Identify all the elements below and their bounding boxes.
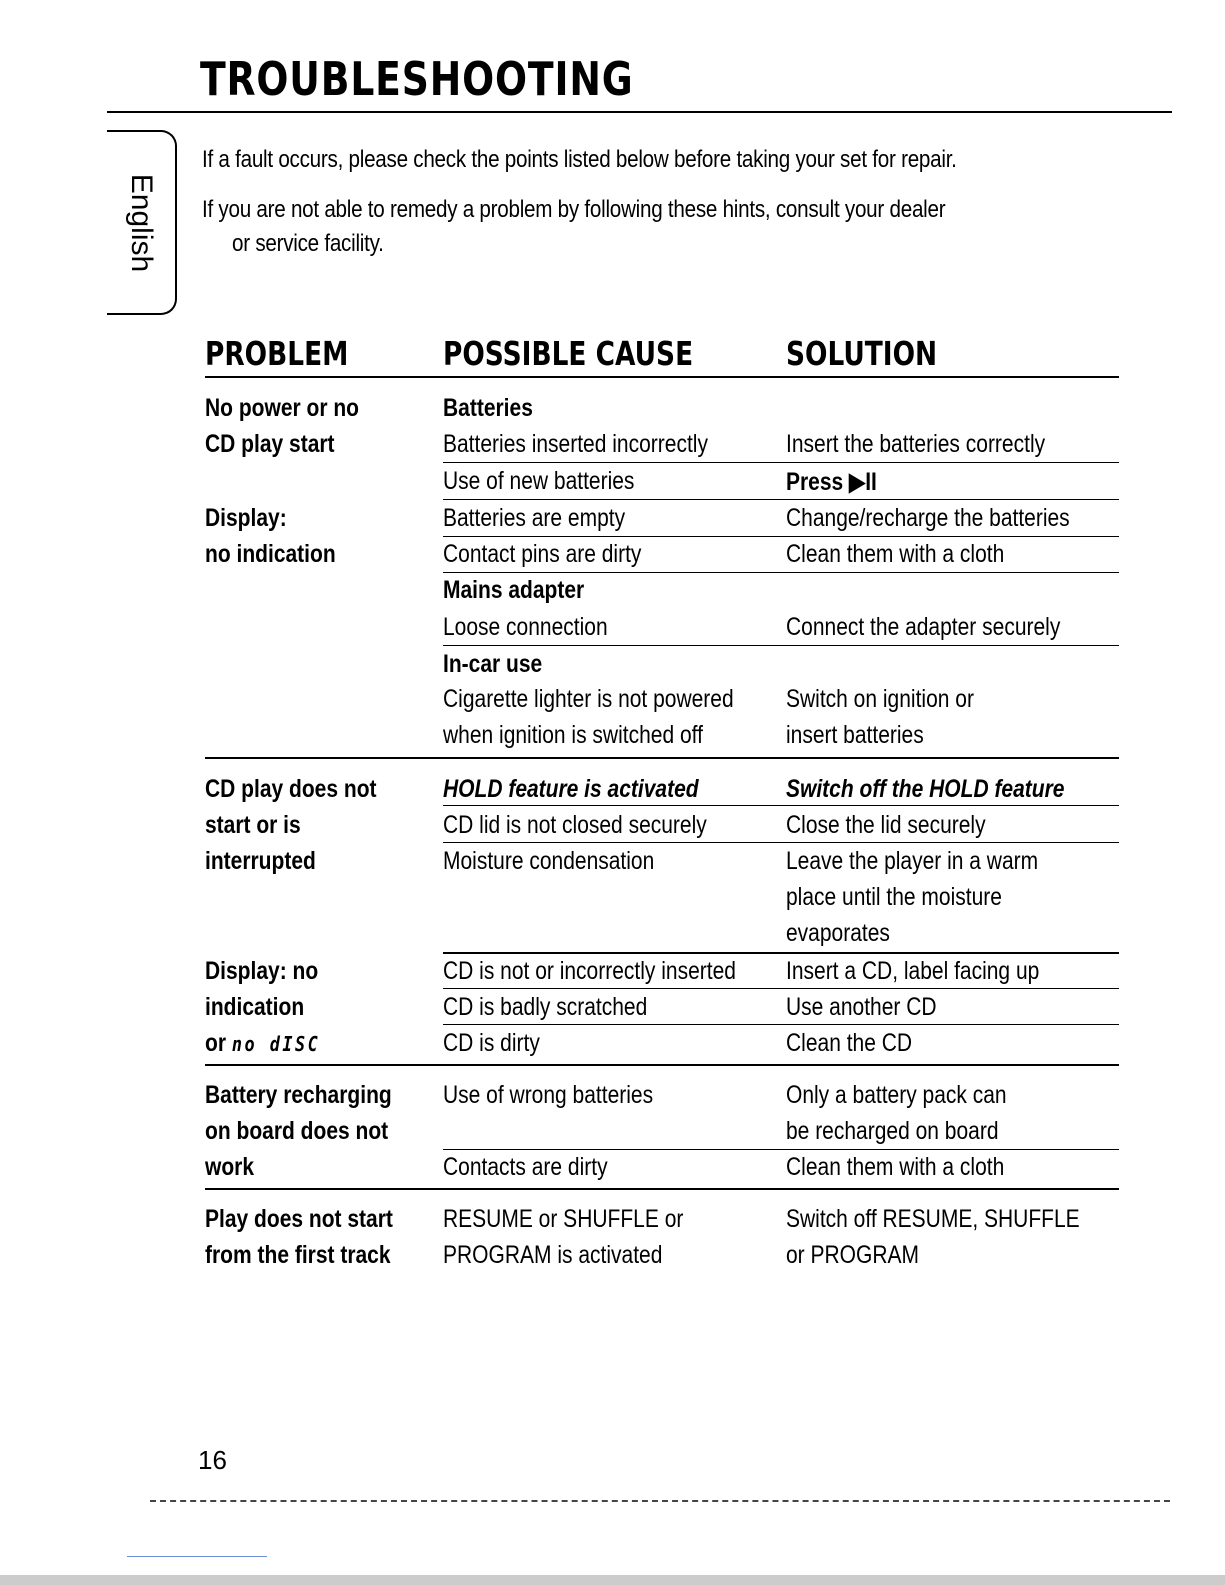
problem-text: CD play does not <box>205 775 377 803</box>
problem-text: Play does not start <box>205 1205 393 1233</box>
solution-text: Clean them with a cloth <box>786 1153 1005 1181</box>
section-rule <box>205 1064 1119 1066</box>
cause-group-header: Batteries <box>443 394 533 422</box>
problem-text: CD play start <box>205 430 335 458</box>
solution-text: Only a battery pack can <box>786 1081 1007 1109</box>
header-rule <box>205 376 1119 378</box>
cause-text: CD is dirty <box>443 1029 540 1057</box>
cause-text: Use of new batteries <box>443 467 635 495</box>
solution-text: or PROGRAM <box>786 1241 920 1269</box>
problem-text: work <box>205 1153 255 1181</box>
problem-text: interrupted <box>205 847 316 875</box>
section-rule <box>205 1188 1119 1190</box>
row-rule <box>443 536 1119 537</box>
row-rule <box>443 952 1119 954</box>
title-rule <box>107 111 1172 113</box>
row-rule <box>443 645 1119 646</box>
cause-group-header: In-car use <box>443 650 543 678</box>
cause-text: when ignition is switched off <box>443 721 703 749</box>
solution-text: Switch off the HOLD feature <box>786 775 1065 803</box>
header-cause: POSSIBLE CAUSE <box>443 334 694 373</box>
solution-text: Switch on ignition or <box>786 685 974 713</box>
cause-text: CD is badly scratched <box>443 993 648 1021</box>
solution-text: Connect the adapter securely <box>786 613 1061 641</box>
bottom-dashed-rule <box>150 1500 1170 1502</box>
row-rule <box>443 572 1119 573</box>
problem-or-label: or <box>205 1029 226 1057</box>
cause-text: Batteries are empty <box>443 504 626 532</box>
solution-text: Leave the player in a warm <box>786 847 1039 875</box>
cause-text: CD is not or incorrectly inserted <box>443 957 736 985</box>
bottom-bar <box>0 1575 1225 1585</box>
problem-text: Battery recharging <box>205 1081 392 1109</box>
cause-text: Cigarette lighter is not powered <box>443 685 734 713</box>
cause-group-header: Mains adapter <box>443 576 585 604</box>
solution-text: Close the lid securely <box>786 811 986 839</box>
solution-text: be recharged on board <box>786 1117 999 1145</box>
cause-text: Batteries inserted incorrectly <box>443 430 708 458</box>
intro-line-3: or service facility. <box>232 230 384 257</box>
cause-text: Contacts are dirty <box>443 1153 608 1181</box>
problem-text: start or is <box>205 811 301 839</box>
problem-text: indication <box>205 993 305 1021</box>
problem-text: No power or no <box>205 394 359 422</box>
solution-text: Clean them with a cloth <box>786 540 1005 568</box>
lcd-display-text: no dISC <box>231 1032 321 1056</box>
cause-text: CD lid is not closed securely <box>443 811 707 839</box>
header-problem: PROBLEM <box>205 334 349 373</box>
row-rule <box>443 499 1119 500</box>
cause-text: Moisture condensation <box>443 847 655 875</box>
problem-text: on board does not <box>205 1117 389 1145</box>
solution-text: Insert the batteries correctly <box>786 430 1046 458</box>
row-rule <box>443 988 1119 989</box>
cause-text: RESUME or SHUFFLE or <box>443 1205 684 1233</box>
solution-text: Change/recharge the batteries <box>786 504 1070 532</box>
row-rule <box>443 842 1119 843</box>
page-number: 16 <box>198 1445 227 1475</box>
solution-text: Press ▶II <box>786 468 877 496</box>
solution-text: Use another CD <box>786 993 937 1021</box>
cause-text: Loose connection <box>443 613 608 641</box>
language-tab-label: English <box>125 173 158 272</box>
cause-text: Use of wrong batteries <box>443 1081 654 1109</box>
solution-text: insert batteries <box>786 721 924 749</box>
solution-text: evaporates <box>786 919 890 947</box>
row-rule <box>443 1024 1119 1025</box>
page-title: TROUBLESHOOTING <box>200 52 634 106</box>
cause-text: PROGRAM is activated <box>443 1241 663 1269</box>
row-rule <box>443 805 1119 806</box>
section-rule <box>205 757 1119 759</box>
row-rule <box>443 462 1119 463</box>
solution-text: place until the moisture <box>786 883 1002 911</box>
header-solution: SOLUTION <box>786 334 938 373</box>
intro-line-2: If you are not able to remedy a problem by following these hints, consult your dealer <box>202 196 946 223</box>
language-tab <box>107 130 177 315</box>
cause-text: Contact pins are dirty <box>443 540 642 568</box>
row-rule <box>443 1149 1119 1150</box>
cause-text: HOLD feature is activated <box>443 775 699 803</box>
problem-text: Display: no <box>205 957 319 985</box>
problem-text: from the first track <box>205 1241 391 1269</box>
intro-line-1: If a fault occurs, please check the points listed below before taking your set for repair. <box>202 146 957 173</box>
solution-text: Switch off RESUME, SHUFFLE <box>786 1205 1080 1233</box>
scan-artifact-line <box>127 1556 267 1557</box>
solution-text: Insert a CD, label facing up <box>786 957 1040 985</box>
problem-text <box>205 1029 320 1058</box>
solution-text: Clean the CD <box>786 1029 913 1057</box>
problem-text: no indication <box>205 540 336 568</box>
problem-text: Display: <box>205 504 287 532</box>
